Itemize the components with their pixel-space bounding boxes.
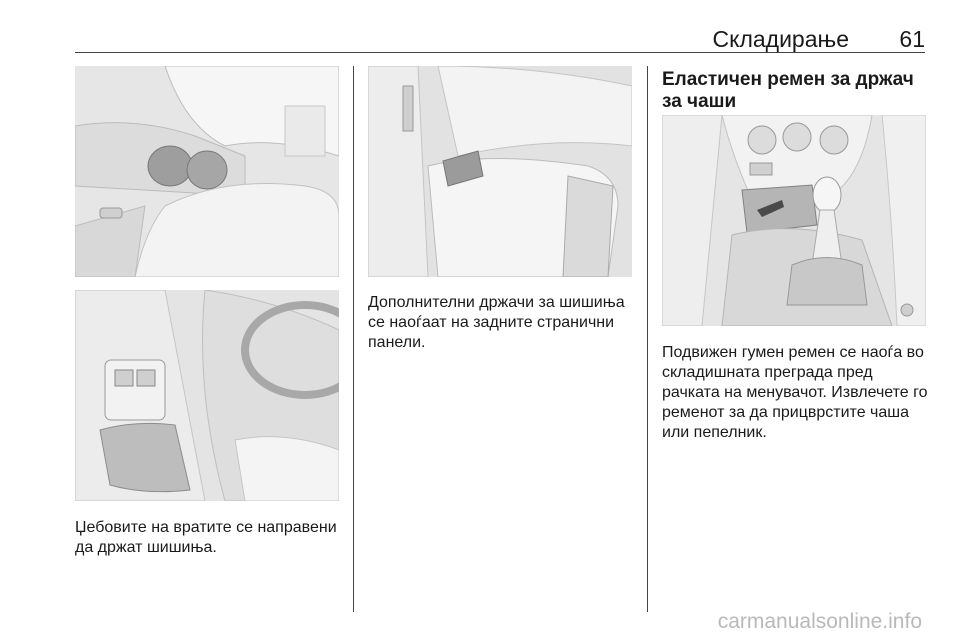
door-pocket-caption: Џебовите на вратите се направени да држат шишиња. xyxy=(75,519,337,556)
section-heading: Еластичен ремен за држач за чаши xyxy=(662,69,914,112)
column-divider-right xyxy=(647,66,648,612)
column-divider-left xyxy=(353,66,354,612)
page-header xyxy=(75,24,925,52)
door-pocket-image xyxy=(75,290,339,501)
section-title: Складирање xyxy=(712,26,849,52)
rear-bottle-holder-caption: Дополнителни држачи за шишиња се наоѓаат на задните странични панели. xyxy=(368,294,625,351)
watermark: carmanualsonline.info xyxy=(717,610,922,633)
rear-bottle-holder-image xyxy=(368,66,632,277)
page-number: 61 xyxy=(899,26,925,52)
elastic-strap-image xyxy=(662,115,926,326)
cupholder-console-image xyxy=(75,66,339,277)
header-divider xyxy=(75,52,925,53)
elastic-strap-description: Подвижен гумен ремен се наоѓа во складишната преграда пред рачката на менувачот. Извлечете го ременот за да прицврстите чаша или пепелник. xyxy=(662,344,928,441)
